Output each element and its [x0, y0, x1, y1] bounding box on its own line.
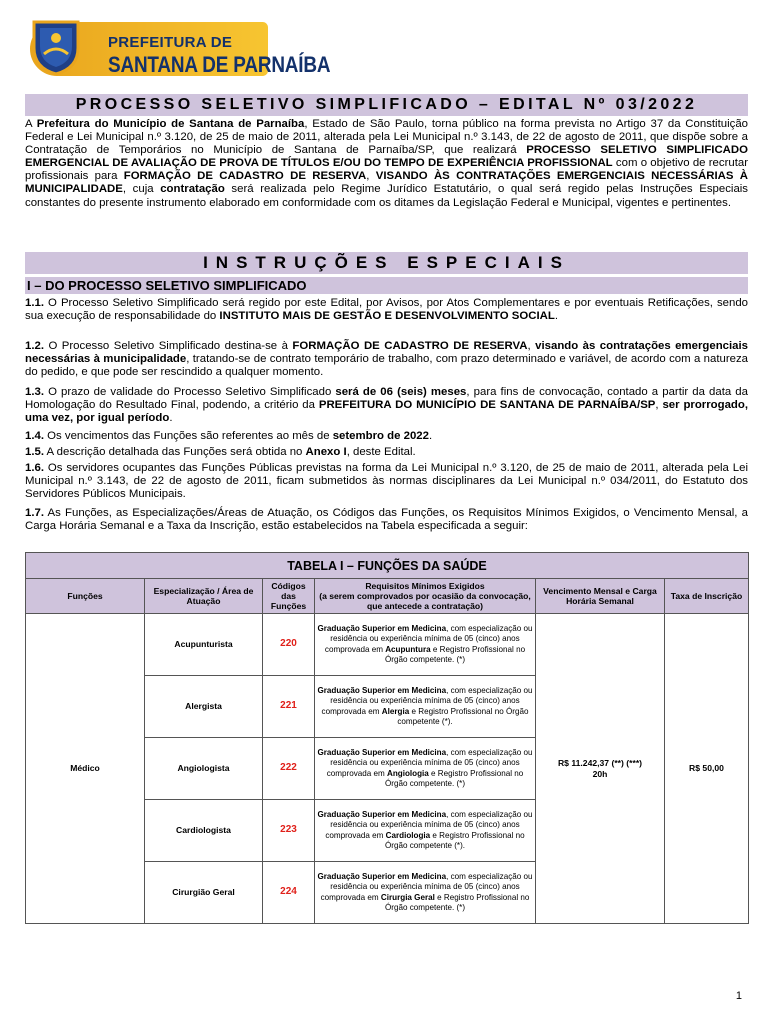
req-text: , com especialização ou residência ou experiência mínima de 05 (cinco) anos comprovada em: [325, 810, 533, 840]
item-text-bold: INSTITUTO MAIS DE GESTÃO E DESENVOLVIMENTO SOCIAL: [219, 310, 555, 323]
header-requisitos: [315, 579, 536, 614]
item-text: Os vencimentos das Funções são referentes ao mês de: [44, 430, 333, 442]
item-text: Os servidores ocupantes das Funções Públicas previstas na forma da Lei Municipal n.º 3.120, de 25 de maio de 2011, alterada pela Lei Municipal n.º 3.143, de 22 de agosto de 2011, ficam submetidos às normas disciplinares da Lei Municipal n.º 034/2011, do Estatuto dos Servidores Públicos Municipais.: [25, 462, 748, 501]
intro-text-bold: VISANDO ÀS CONTRATAÇÕES EMERGENCIAIS NECESSÁRIAS À MUNICIPALIDADE: [25, 170, 748, 196]
req-text-bold: Graduação Superior em Medicina: [317, 748, 447, 758]
item-text: , para fins de convocação, contado a partir da data da Homologação do Resultado Final, podendo, a critério da: [25, 386, 748, 412]
req-text-bold: Graduação Superior em Medicina: [317, 872, 447, 882]
item-text: , deste Edital.: [346, 446, 416, 458]
functions-table: [25, 552, 749, 924]
item-number: 1.6.: [25, 462, 44, 474]
table-caption: TABELA I – FUNÇÕES DA SAÚDE: [26, 553, 749, 579]
intro-paragraph: [25, 118, 748, 210]
cell-codigo: 223: [263, 800, 315, 862]
item-text: O prazo de validade do Processo Seletivo Simplificado: [44, 386, 336, 398]
item-text-bold: Anexo I: [305, 446, 347, 458]
cell-codigo: 222: [263, 738, 315, 800]
header-taxa: Taxa de Inscrição: [665, 579, 749, 614]
req-text: e Registro Profissional no Órgão competente. (*): [384, 644, 526, 664]
cell-codigo: 224: [263, 862, 315, 924]
item-1-4: [25, 430, 748, 443]
req-text: e Registro Profissional no Órgão competente. (*): [384, 892, 530, 912]
item-text-bold: será de 06 (seis) meses: [335, 386, 467, 398]
cell-requisitos: [315, 614, 536, 676]
item-number: 1.7.: [25, 507, 44, 519]
item-text: , tratando-se de contrato temporário de trabalho, com prazo determinado e variável, de acordo com a natureza do pedido, e que pode ser rescindido a qualquer momento.: [25, 353, 748, 379]
intro-text: A: [25, 118, 37, 130]
req-text-bold: Acupuntura: [385, 644, 431, 654]
req-text-bold: Alergia: [381, 706, 410, 716]
req-text-bold: Graduação Superior em Medicina: [317, 624, 447, 634]
cell-taxa: R$ 50,00: [665, 614, 749, 924]
intro-text-bold: PROCESSO SELETIVO SIMPLIFICADO EMERGENCIAL DE AVALIAÇÃO DE PROVA DE TÍTULOS E/OU DO TEMPO DE EXPERIÊNCIA PROFISSIONAL: [25, 144, 748, 170]
item-1-2: [25, 340, 748, 379]
header-codigos: Códigos das Funções: [263, 579, 315, 614]
page-number: 1: [735, 990, 742, 1002]
item-number: 1.5.: [25, 446, 44, 458]
req-text: e Registro Profissional no Órgão competente (*).: [384, 830, 525, 850]
item-number: 1.2.: [25, 340, 44, 352]
req-text-bold: Graduação Superior em Medicina: [317, 686, 447, 696]
item-text-bold: visando às contratações emergenciais necessárias à municipalidade: [25, 340, 748, 366]
header-vencimento: Vencimento Mensal e Carga Horária Semanal: [536, 579, 665, 614]
header-requisitos-note: (a serem comprovados por ocasião da convocação, que antecede a contratação): [319, 591, 531, 611]
item-number: 1.1.: [25, 297, 44, 309]
item-text: As Funções, as Especializações/Áreas de Atuação, os Códigos das Funções, os Requisitos Mínimos Exigidos, o Vencimento Mensal, a Carga Horária Semanal e a Taxa da Inscrição, estão estabelecidos na Tabela especificada a seguir:: [25, 507, 748, 533]
item-text: .: [554, 310, 559, 323]
item-text-bold: PREFEITURA DO MUNICÍPIO DE SANTANA DE PARNAÍBA/SP: [318, 399, 656, 412]
cell-requisitos: [315, 738, 536, 800]
item-1-6: [25, 462, 748, 501]
cell-requisitos: [315, 862, 536, 924]
req-text-bold: Angiologia: [386, 768, 429, 778]
cell-especializacao: Angiologista: [145, 738, 263, 800]
cell-funcao: Médico: [26, 614, 145, 924]
city-seal-icon: [24, 14, 88, 78]
cell-especializacao: Acupunturista: [145, 614, 263, 676]
item-text: O Processo Seletivo Simplificado destina-se à: [44, 340, 293, 352]
logo-text-line2: SANTANA DE PARNAÍBA: [108, 52, 331, 77]
cell-especializacao: Alergista: [145, 676, 263, 738]
header-requisitos-title: Requisitos Mínimos Exigidos: [365, 581, 485, 591]
req-text-bold: Cardiologia: [385, 830, 431, 840]
logo-text-line1: PREFEITURA DE: [108, 34, 233, 51]
section-title: I – DO PROCESSO SELETIVO SIMPLIFICADO: [25, 277, 748, 294]
cell-especializacao: Cirurgião Geral: [145, 862, 263, 924]
intro-text: , Estado de São Paulo, torna público na forma prevista no Artigo 37 da Constituição Federal e Lei Municipal n.º 3.120, de 25 de maio de 2011, alterada pela Lei Municipal n.º 3.143, de 22 de agosto de 2011, que dispõe sobre a Contratação de Temporários no Município de Santana de Parnaíba/SP, que realizará: [25, 118, 748, 157]
header-especializacao: Especialização / Área de Atuação: [145, 579, 263, 614]
intro-text: será realizada pelo Regime Jurídico Estatutário, o qual será regido pelas Instruções Especiais constantes do presente instrumento elaborado em conformidade com os ditames da Legislação Federal e Municipal, vigentes e pertinentes.: [25, 183, 749, 209]
item-text-bold: setembro de 2022: [332, 430, 429, 442]
item-text-bold: ser prorrogado, uma vez, por igual período: [25, 399, 748, 425]
item-text: A descrição detalhada das Funções será obtida no: [44, 446, 306, 458]
item-number: 1.3.: [25, 386, 44, 398]
req-text: , com especialização ou residência ou experiência mínima de 05 (cinco) anos comprovada em: [326, 748, 533, 778]
prefeitura-logo: [24, 14, 331, 77]
item-text: ,: [527, 340, 536, 352]
cell-requisitos: [315, 800, 536, 862]
req-text: e Registro Profissional no Órgão competente. (*): [384, 768, 524, 788]
intro-text: ,: [366, 170, 376, 183]
header-funcoes: Funções: [26, 579, 145, 614]
cell-codigo: 221: [263, 676, 315, 738]
cell-codigo: 220: [263, 614, 315, 676]
req-text: , com especialização ou residência ou experiência mínima de 05 (cinco) anos comprovada em: [321, 686, 533, 716]
cell-especializacao: Cardiologista: [145, 800, 263, 862]
vencimento-value: R$ 11.242,37 (**) (***): [557, 758, 643, 769]
item-text: O Processo Seletivo Simplificado será regido por este Edital, por Avisos, por Atos Complementares e por eventuais Retificações, sendo sua execução de responsabilidade do: [25, 297, 748, 323]
intro-text: com o objetivo de recrutar profissionais para: [25, 157, 749, 183]
item-1-1: [25, 297, 748, 323]
item-text: ,: [655, 399, 663, 412]
table-row: [26, 614, 749, 676]
item-1-7: [25, 507, 748, 533]
intro-text-bold: FORMAÇÃO DE CADASTRO DE RESERVA: [123, 170, 367, 183]
item-number: 1.4.: [25, 430, 44, 442]
req-text-bold: Cirurgia Geral: [380, 892, 435, 902]
req-text: , com especialização ou residência ou experiência mínima de 05 (cinco) anos comprovada em: [320, 872, 533, 902]
intro-text-bold: contratação: [160, 183, 225, 196]
req-text: , com especialização ou residência ou experiência mínima de 05 (cinco) anos comprovada em: [324, 624, 533, 654]
req-text-bold: Graduação Superior em Medicina: [317, 810, 447, 820]
edital-title: PROCESSO SELETIVO SIMPLIFICADO – EDITAL Nº 03/2022: [25, 94, 748, 116]
carga-horaria-value: 20h: [592, 768, 608, 779]
intro-text-bold: Prefeitura do Município de Santana de Parnaíba: [36, 118, 305, 130]
item-text-bold: FORMAÇÃO DE CADASTRO DE RESERVA: [292, 340, 528, 352]
item-1-3: [25, 386, 748, 425]
req-text: e Registro Profissional no Órgão competente (*).: [397, 706, 529, 726]
item-1-5: [25, 446, 748, 459]
item-text: .: [428, 430, 433, 442]
item-text: .: [169, 412, 173, 425]
table-header-row: [26, 579, 749, 614]
instructions-title: INSTRUÇÕES ESPECIAIS: [25, 252, 748, 274]
cell-requisitos: [315, 676, 536, 738]
cell-vencimento: [536, 614, 665, 924]
intro-text: , cuja: [122, 183, 161, 196]
